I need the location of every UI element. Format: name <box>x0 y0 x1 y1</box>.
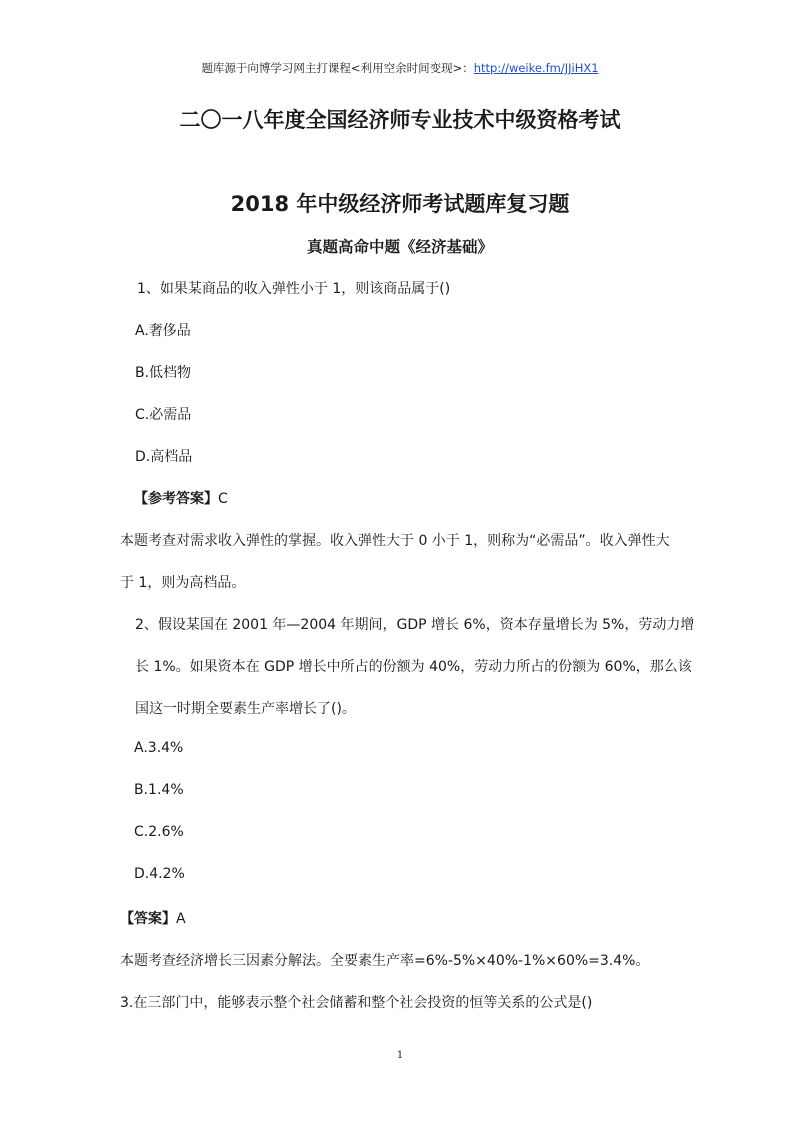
page-number: 1 <box>396 1050 404 1061</box>
answer-label: 【答案】 <box>120 911 176 927</box>
question-2-option-a: A.3.4% <box>134 740 184 756</box>
question-2-option-d: D.4.2% <box>134 866 185 882</box>
answer-label: 【参考答案】 <box>134 491 218 507</box>
question-1-option-d: D.高档品 <box>135 449 193 465</box>
question-1-option-c: C.必需品 <box>135 407 192 423</box>
question-1-explanation-line-1: 本题考查对需求收入弹性的掌握。收入弹性大于 0 小于 1，则称为“必需品”。收入弹性大 <box>120 533 670 549</box>
question-2-stem-line-2: 长 1%。如果资本在 GDP 增长中所占的份额为 40%，劳动力所占的份额为 60%，那么该 <box>135 659 692 675</box>
source-note-text: 题库源于向博学习网主打课程<利用空余时间变现>： <box>201 61 474 75</box>
question-1-answer <box>134 488 228 508</box>
question-2-stem-line-1: 2、假设某国在 2001 年—2004 年期间，GDP 增长 6%，资本存量增长为 5%，劳动力增 <box>135 617 695 633</box>
source-note <box>0 60 800 76</box>
question-2-option-c: C.2.6% <box>134 824 184 840</box>
document-title: 二〇一八年度全国经济师专业技术中级资格考试 <box>179 108 621 132</box>
answer-value: C <box>218 491 228 507</box>
question-2-stem-line-3: 国这一时期全要素生产率增长了()。 <box>135 701 356 717</box>
question-2-explanation: 本题考查经济增长三因素分解法。全要素生产率=6%-5%×40%-1%×60%=3.4%。 <box>120 953 650 969</box>
answer-value: A <box>176 911 186 927</box>
question-1-option-b: B.低档物 <box>135 365 192 381</box>
section-title: 真题高命中题《经济基础》 <box>306 238 493 256</box>
document-subtitle: 2018 年中级经济师考试题库复习题 <box>230 192 570 216</box>
source-link[interactable]: http://weike.fm/JJiHX1 <box>473 61 599 75</box>
question-3-stem: 3.在三部门中，能够表示整个社会储蓄和整个社会投资的恒等关系的公式是() <box>120 995 593 1011</box>
question-1-option-a: A.奢侈品 <box>135 323 191 339</box>
question-2-answer <box>120 908 186 928</box>
question-2-option-b: B.1.4% <box>134 782 184 798</box>
question-1-explanation-line-2: 于 1，则为高档品。 <box>120 575 246 591</box>
question-1-stem: 1、如果某商品的收入弹性小于 1，则该商品属于() <box>137 281 451 297</box>
